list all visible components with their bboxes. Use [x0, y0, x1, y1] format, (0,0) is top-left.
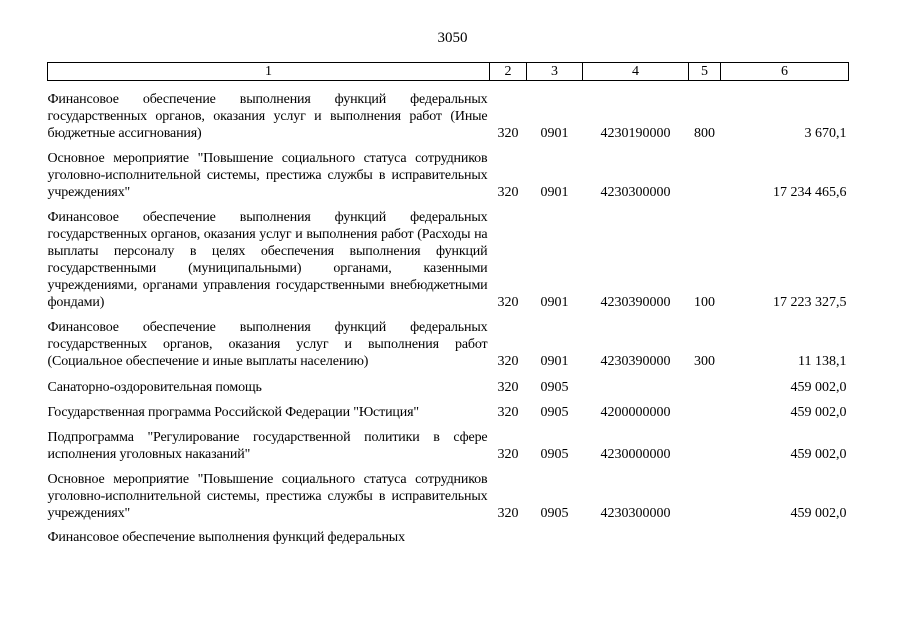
row-code-expense-type: 100 [694, 295, 715, 310]
row-code-target: 4230190000 [600, 126, 671, 141]
row-name: Основное мероприятие "Повышение социального статуса сотрудников уголовно-исполнительной системы, престижа службы в исправительных учреждениях" [47, 472, 488, 521]
row-code-target: 4230300000 [600, 185, 671, 200]
table-row [48, 150, 849, 201]
row-code-ministry [490, 529, 527, 546]
table-row [48, 529, 849, 546]
table-row [48, 209, 849, 311]
row-name: Государственная программа Российской Федерации "Юстиция" [47, 405, 419, 420]
row-spacer [48, 201, 849, 209]
row-spacer [48, 81, 849, 92]
row-amount: 3 670,1 [804, 126, 847, 141]
row-code-ministry: 320 [497, 126, 519, 141]
spacer-cell [48, 370, 849, 379]
spacer-cell [48, 201, 849, 209]
spacer-cell [48, 142, 849, 150]
row-code-target: 4230300000 [600, 506, 671, 521]
row-code-ministry: 320 [497, 447, 519, 462]
header-col-6: 6 [721, 63, 849, 81]
table-body [48, 81, 849, 547]
row-code-section: 0901 [540, 354, 569, 369]
spacer-cell [48, 421, 849, 429]
table-row [48, 429, 849, 463]
table-header [48, 63, 849, 81]
row-code-ministry: 320 [497, 380, 519, 395]
spacer-cell [48, 396, 849, 404]
row-name: Финансовое обеспечение выполнения функций федеральных [47, 530, 405, 545]
table-row [48, 319, 849, 370]
row-code-target [583, 379, 689, 396]
budget-table [47, 62, 849, 546]
row-amount [721, 529, 849, 546]
row-name: Подпрограмма "Регулирование государственной политики в сфере исполнения уголовных наказаний" [47, 430, 488, 462]
row-code-expense-type [689, 529, 721, 546]
row-name: Финансовое обеспечение выполнения функций федеральных государственных органов, оказания услуг и выполнения работ (Расходы на выплаты персоналу в целях обеспечения выполнения функций государственными (муниципальными) органами, казенными учреждениями, органами управления государственными внебюджетными фондами) [47, 210, 488, 310]
row-code-section: 0905 [540, 405, 569, 420]
row-code-section: 0901 [540, 126, 569, 141]
row-amount: 11 138,1 [798, 354, 847, 369]
row-spacer [48, 421, 849, 429]
header-col-3: 3 [527, 63, 583, 81]
row-amount: 459 002,0 [790, 506, 847, 521]
row-amount: 459 002,0 [790, 380, 847, 395]
spacer-cell [48, 463, 849, 471]
row-spacer [48, 396, 849, 404]
header-row [48, 63, 849, 81]
page-number: 3050 [437, 30, 468, 46]
row-code-target: 4230390000 [600, 295, 671, 310]
row-code-expense-type [689, 471, 721, 522]
spacer-cell [48, 311, 849, 319]
row-spacer [48, 370, 849, 379]
row-code-section: 0905 [540, 380, 569, 395]
row-code-ministry: 320 [497, 506, 519, 521]
row-code-target: 4230000000 [600, 447, 671, 462]
row-code-ministry: 320 [497, 185, 519, 200]
row-code-expense-type [689, 404, 721, 421]
row-code-section: 0901 [540, 295, 569, 310]
row-code-ministry: 320 [497, 354, 519, 369]
row-amount: 17 234 465,6 [773, 185, 847, 200]
table-row [48, 379, 849, 396]
row-amount: 459 002,0 [790, 447, 847, 462]
row-name: Финансовое обеспечение выполнения функций федеральных государственных органов, оказания услуг и выполнения работ (Иные бюджетные ассигнования) [47, 92, 488, 141]
row-amount: 459 002,0 [790, 405, 847, 420]
row-spacer [48, 463, 849, 471]
row-code-section: 0905 [540, 506, 569, 521]
row-spacer [48, 142, 849, 150]
table-row [48, 91, 849, 142]
row-name: Финансовое обеспечение выполнения функций федеральных государственных органов, оказания услуг и выполнения работ (Социальное обеспечение и иные выплаты населению) [47, 320, 488, 369]
table-row [48, 471, 849, 522]
row-code-section [527, 529, 583, 546]
row-code-expense-type: 800 [694, 126, 715, 141]
row-code-target: 4230390000 [600, 354, 671, 369]
row-spacer [48, 311, 849, 319]
table-row [48, 404, 849, 421]
row-code-section: 0901 [540, 185, 569, 200]
row-name: Санаторно-оздоровительная помощь [47, 380, 262, 395]
header-col-4: 4 [583, 63, 689, 81]
row-code-target: 4200000000 [600, 405, 671, 420]
row-code-expense-type [689, 379, 721, 396]
row-code-section: 0905 [540, 447, 569, 462]
header-col-2: 2 [490, 63, 527, 81]
header-col-1: 1 [48, 63, 490, 81]
row-code-ministry: 320 [497, 405, 519, 420]
row-name: Основное мероприятие "Повышение социального статуса сотрудников уголовно-исполнительной системы, престижа службы в исправительных учреждениях" [47, 151, 488, 200]
spacer-cell [48, 81, 849, 92]
row-code-expense-type [689, 150, 721, 201]
row-code-target [583, 529, 689, 546]
row-code-expense-type: 300 [694, 354, 715, 369]
header-col-5: 5 [689, 63, 721, 81]
spacer-cell [48, 522, 849, 529]
row-amount: 17 223 327,5 [773, 295, 847, 310]
row-code-expense-type [689, 429, 721, 463]
row-spacer [48, 522, 849, 529]
row-code-ministry: 320 [497, 295, 519, 310]
